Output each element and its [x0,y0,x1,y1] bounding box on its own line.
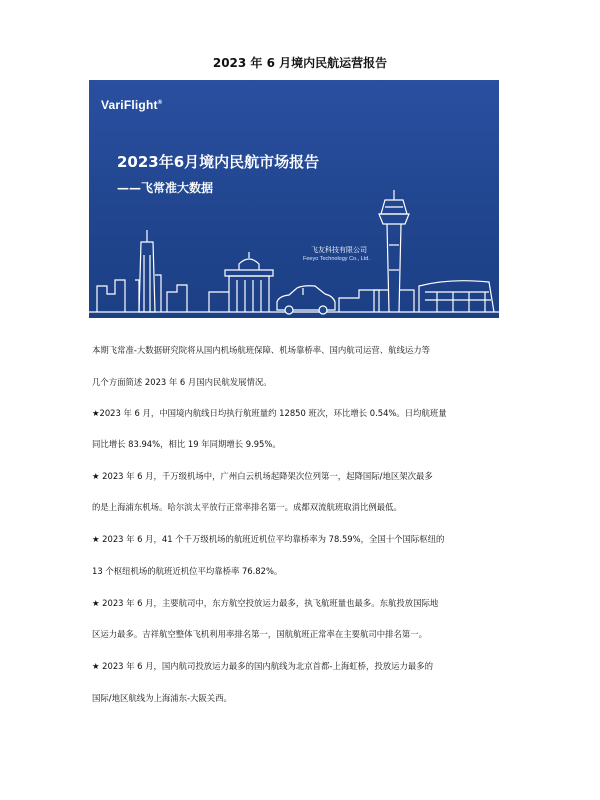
report-cover-banner [89,80,499,318]
skyscraper-icon [135,230,161,312]
logo-registered-mark: ® [157,100,163,106]
paragraph-airlines-line-2: 区运力最多。吉祥航空整体飞机利用率排名第一，国航航班正常率在主要航司中排名第一。 [92,629,427,639]
paragraph-intro-line-2: 几个方面简述 2023 年 6 月国内民航发展情况。 [92,377,272,387]
control-tower-icon [374,190,414,312]
paragraph-flights-line-2: 同比增长 83.94%，相比 19 年同期增长 9.95%。 [92,439,281,449]
paragraph-intro-line-1: 本期飞常准-大数据研究院将从国内机场航班保障、机场靠桥率、国内航司运营、航线运力等 [92,345,431,355]
car-icon [277,286,335,314]
classical-building-icon [209,252,273,312]
banner-subtitle: ——飞常准大数据 [117,181,214,195]
paragraph-routes-line-2: 国际/地区航线为上海浦东-大阪关西。 [92,693,232,703]
terminal-wing-icon [419,281,494,312]
low-buildings-icon [97,280,125,312]
banner-title: 2023年6月境内民航市场报告 [117,153,320,171]
logo-text: VariFlight [101,98,158,112]
company-name-cn: 飞友科技有限公司 [311,246,367,254]
paragraph-airports-line-2: 的是上海浦东机场。哈尔滨太平放行正常率排名第一。成都双流航班取消比例最低。 [92,502,402,512]
city-skyline-illustration [89,80,499,318]
paragraph-routes-line-1: ★ 2023 年 6 月，国内航司投放运力最多的国内航线为北京首都-上海虹桥，投放运力最多的 [92,661,433,671]
terminal-building-icon [339,290,379,312]
paragraph-airports-line-1: ★ 2023 年 6 月，千万级机场中，广州白云机场起降架次位列第一，起降国际/地区架次最多 [92,471,433,481]
paragraph-flights-line-1: ★2023 年 6 月，中国境内航线日均执行航班量约 12850 班次，环比增长 0.54%。日均航班量 [92,408,447,418]
company-name-en: Feeyo Technology Co., Ltd. [303,256,370,262]
document-title: 2023 年 6 月境内民航运营报告 [212,56,388,70]
paragraph-bridge-rate-line-2: 13 个枢纽机场的航班近机位平均靠桥率 76.82%。 [92,566,283,576]
mid-buildings-icon [167,285,187,312]
paragraph-airlines-line-1: ★ 2023 年 6 月，主要航司中，东方航空投放运力最多，执飞航班量也最多。东航投放国际地 [92,598,439,608]
paragraph-bridge-rate-line-1: ★ 2023 年 6 月，41 个千万级机场的航班近机位平均靠桥率为 78.59%，全国十个国际枢纽的 [92,534,445,544]
